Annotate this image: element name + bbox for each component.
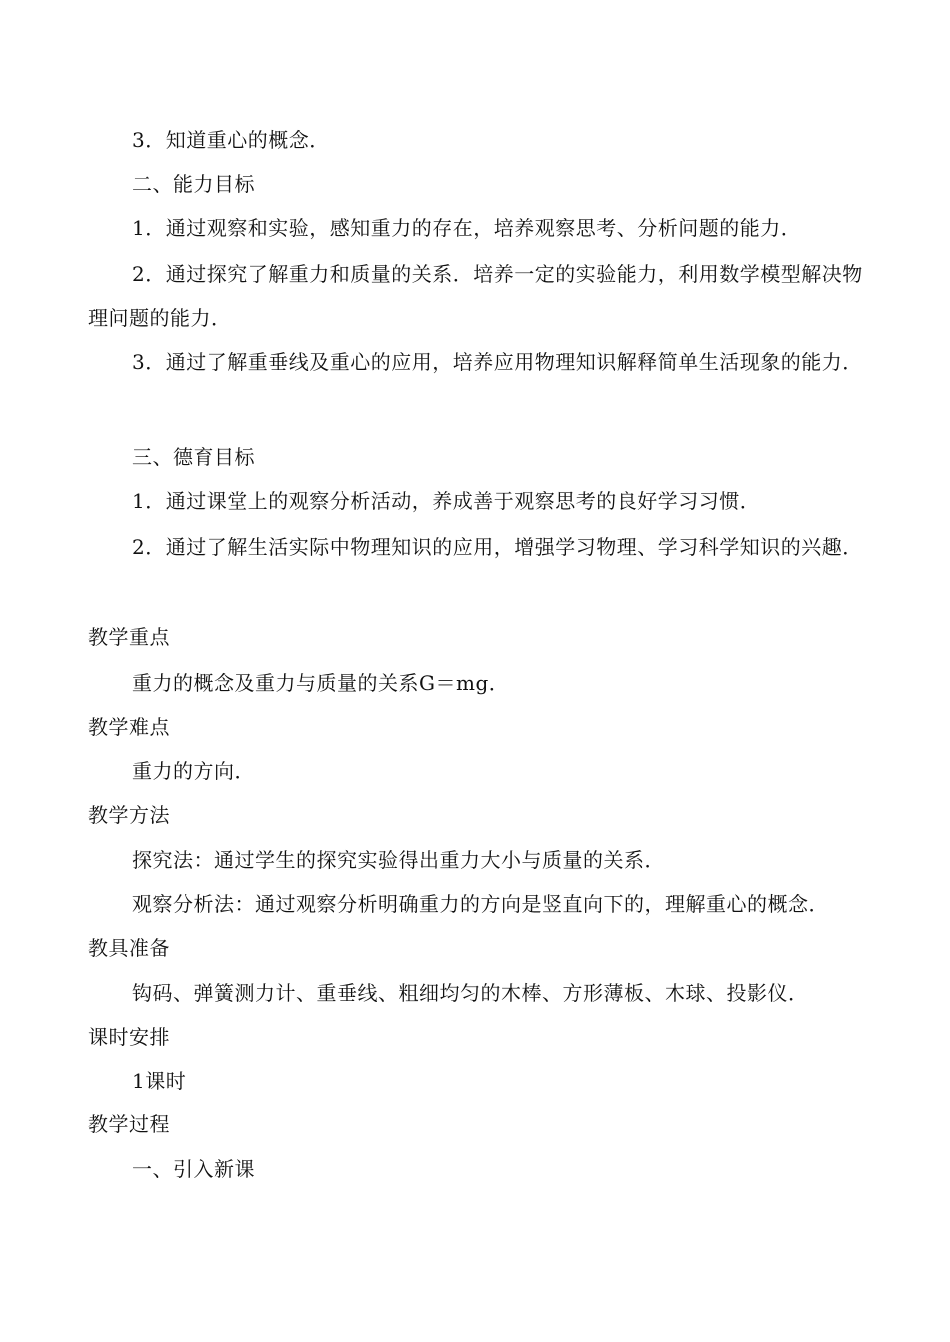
difficulties-heading: 教学难点 [88, 715, 170, 739]
difficulties-text: 重力的方向． [132, 759, 255, 783]
schedule-text: 1课时 [132, 1069, 187, 1093]
process-heading: 教学过程 [88, 1112, 170, 1136]
moral-objective-1: 1．通过课堂上的观察分析活动，养成善于观察思考的良好学习习惯． [132, 489, 761, 513]
materials-text: 钩码、弹簧测力计、重垂线、粗细均匀的木棒、方形薄板、木球、投影仪． [132, 981, 809, 1005]
moral-objectives-heading: 三、德育目标 [132, 445, 255, 469]
moral-objective-2: 2．通过了解生活实际中物理知识的应用，增强学习物理、学习科学知识的兴趣． [132, 535, 863, 559]
method-inquiry: 探究法：通过学生的探究实验得出重力大小与质量的关系． [132, 848, 665, 872]
key-points-heading: 教学重点 [88, 625, 170, 649]
ability-objectives-heading: 二、能力目标 [132, 172, 255, 196]
knowledge-objective-3: 3．知道重心的概念． [132, 128, 330, 152]
materials-heading: 教具准备 [88, 936, 170, 960]
schedule-heading: 课时安排 [88, 1025, 170, 1049]
methods-heading: 教学方法 [88, 803, 170, 827]
process-step-introduction: 一、引入新课 [132, 1157, 255, 1181]
key-points-text: 重力的概念及重力与质量的关系G＝mg． [132, 671, 510, 695]
ability-objective-1: 1．通过观察和实验，感知重力的存在，培养观察思考、分析问题的能力． [132, 216, 802, 240]
ability-objective-2: 2．通过探究了解重力和质量的关系．培养一定的实验能力，利用数学模型解决物理问题的能力． [88, 262, 863, 330]
ability-objective-3: 3．通过了解重垂线及重心的应用，培养应用物理知识解释简单生活现象的能力． [132, 350, 863, 374]
method-observation: 观察分析法：通过观察分析明确重力的方向是竖直向下的，理解重心的概念． [132, 892, 829, 916]
